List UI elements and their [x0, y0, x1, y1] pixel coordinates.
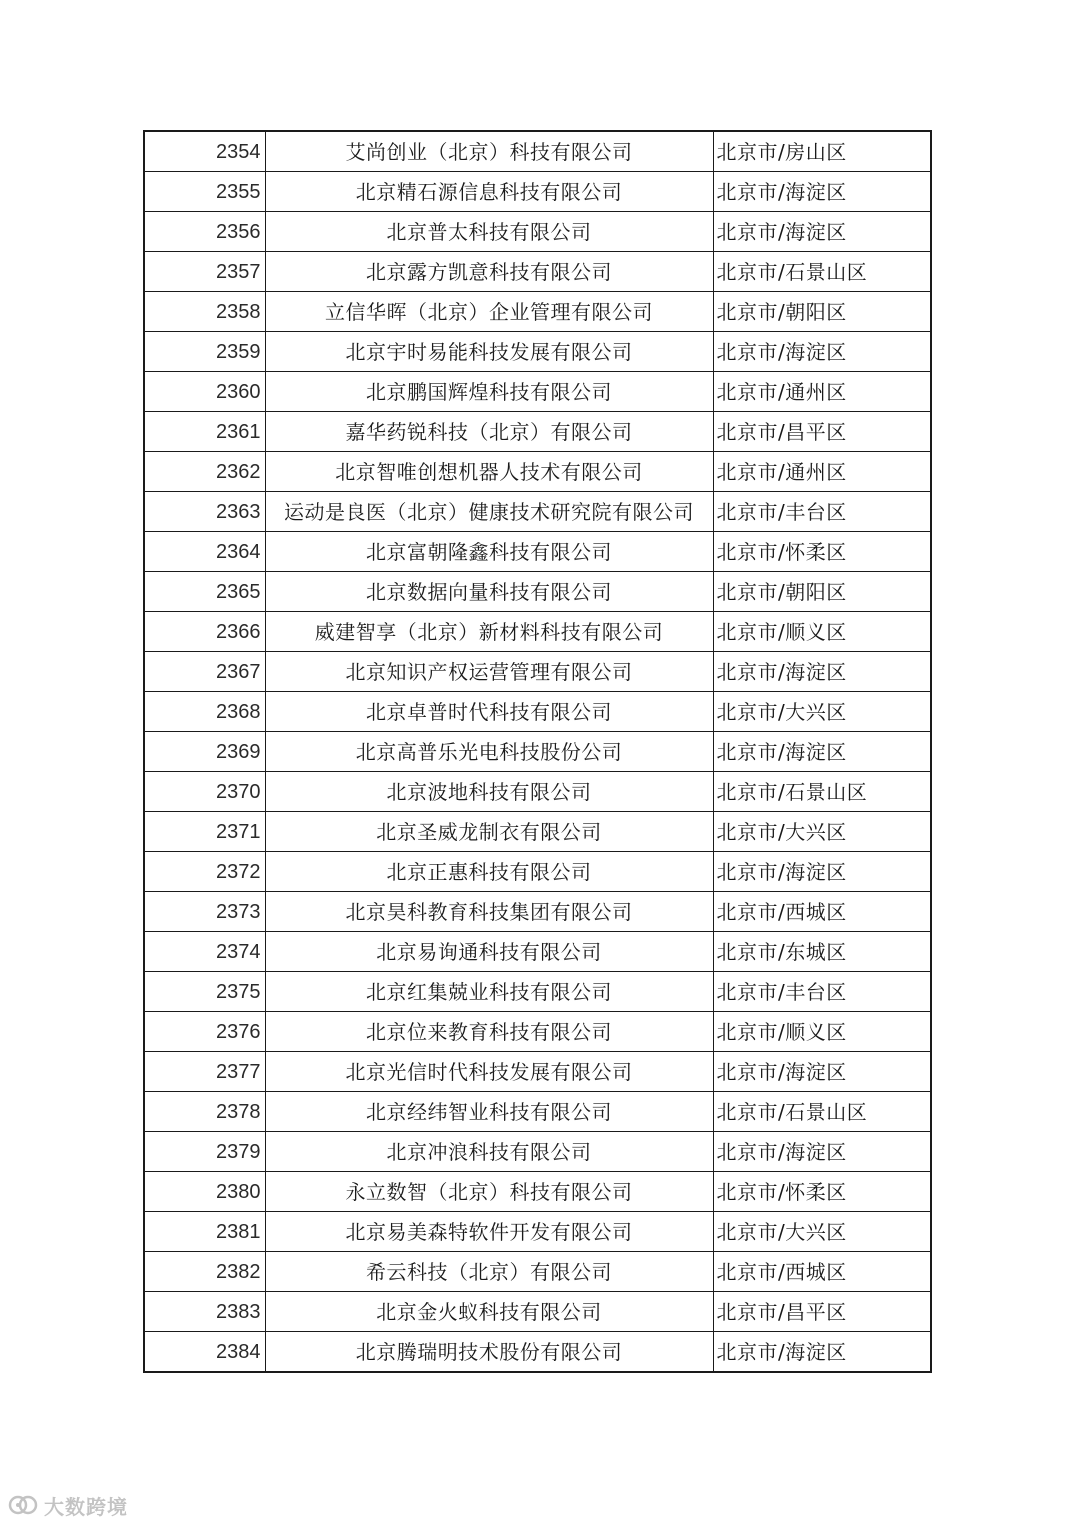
table-row: [144, 1092, 931, 1132]
region-cell: 北京市/西城区: [713, 892, 931, 932]
row-number-cell: 2370: [144, 772, 265, 812]
row-number-cell: 2360: [144, 372, 265, 412]
row-number-cell: 2371: [144, 812, 265, 852]
table-row: [144, 1252, 931, 1292]
region-cell: 北京市/大兴区: [713, 692, 931, 732]
region-cell: 北京市/大兴区: [713, 812, 931, 852]
row-number-cell: 2368: [144, 692, 265, 732]
region-cell: 北京市/东城区: [713, 932, 931, 972]
region-cell: 北京市/房山区: [713, 131, 931, 172]
table-row: [144, 852, 931, 892]
region-cell: 北京市/丰台区: [713, 972, 931, 1012]
region-cell: 北京市/石景山区: [713, 252, 931, 292]
region-cell: 北京市/顺义区: [713, 612, 931, 652]
row-number-cell: 2358: [144, 292, 265, 332]
row-number-cell: 2379: [144, 1132, 265, 1172]
company-name-cell: 立信华晖（北京）企业管理有限公司: [265, 292, 713, 332]
row-number-cell: 2375: [144, 972, 265, 1012]
company-name-cell: 北京金火蚁科技有限公司: [265, 1292, 713, 1332]
row-number-cell: 2365: [144, 572, 265, 612]
table-row: [144, 612, 931, 652]
company-name-cell: 嘉华药锐科技（北京）有限公司: [265, 412, 713, 452]
company-name-cell: 北京鹏国辉煌科技有限公司: [265, 372, 713, 412]
table-row: [144, 372, 931, 412]
table-row: [144, 1332, 931, 1373]
company-name-cell: 北京腾瑞明技术股份有限公司: [265, 1332, 713, 1373]
table-row: [144, 1172, 931, 1212]
company-name-cell: 北京红集兢业科技有限公司: [265, 972, 713, 1012]
row-number-cell: 2382: [144, 1252, 265, 1292]
region-cell: 北京市/朝阳区: [713, 572, 931, 612]
row-number-cell: 2354: [144, 131, 265, 172]
table-row: [144, 172, 931, 212]
table-row: [144, 972, 931, 1012]
table-row: [144, 1292, 931, 1332]
row-number-cell: 2356: [144, 212, 265, 252]
region-cell: 北京市/石景山区: [713, 772, 931, 812]
company-name-cell: 北京卓普时代科技有限公司: [265, 692, 713, 732]
company-name-cell: 北京圣威龙制衣有限公司: [265, 812, 713, 852]
row-number-cell: 2362: [144, 452, 265, 492]
table-row: [144, 1012, 931, 1052]
company-name-cell: 北京波地科技有限公司: [265, 772, 713, 812]
company-name-cell: 北京露方凯意科技有限公司: [265, 252, 713, 292]
watermark-text: 大数跨境: [44, 1494, 128, 1519]
region-cell: 北京市/海淀区: [713, 332, 931, 372]
table-row: [144, 212, 931, 252]
region-cell: 北京市/昌平区: [713, 412, 931, 452]
region-cell: 北京市/顺义区: [713, 1012, 931, 1052]
row-number-cell: 2373: [144, 892, 265, 932]
table-row: [144, 452, 931, 492]
company-name-cell: 希云科技（北京）有限公司: [265, 1252, 713, 1292]
row-number-cell: 2377: [144, 1052, 265, 1092]
table-row: [144, 1052, 931, 1092]
company-list-table: [143, 130, 932, 1373]
company-name-cell: 北京知识产权运营管理有限公司: [265, 652, 713, 692]
region-cell: 北京市/海淀区: [713, 652, 931, 692]
company-name-cell: 北京精石源信息科技有限公司: [265, 172, 713, 212]
row-number-cell: 2363: [144, 492, 265, 532]
table-row: [144, 772, 931, 812]
company-name-cell: 北京位来教育科技有限公司: [265, 1012, 713, 1052]
region-cell: 北京市/怀柔区: [713, 532, 931, 572]
region-cell: 北京市/海淀区: [713, 172, 931, 212]
row-number-cell: 2372: [144, 852, 265, 892]
table-row: [144, 412, 931, 452]
company-name-cell: 北京易询通科技有限公司: [265, 932, 713, 972]
region-cell: 北京市/海淀区: [713, 212, 931, 252]
company-name-cell: 北京数据向量科技有限公司: [265, 572, 713, 612]
table-row: [144, 812, 931, 852]
region-cell: 北京市/丰台区: [713, 492, 931, 532]
table-row: [144, 252, 931, 292]
row-number-cell: 2376: [144, 1012, 265, 1052]
row-number-cell: 2380: [144, 1172, 265, 1212]
row-number-cell: 2357: [144, 252, 265, 292]
table-row: [144, 532, 931, 572]
table-row: [144, 932, 931, 972]
table-row: [144, 732, 931, 772]
company-name-cell: 北京光信时代科技发展有限公司: [265, 1052, 713, 1092]
table-row: [144, 1132, 931, 1172]
region-cell: 北京市/海淀区: [713, 732, 931, 772]
row-number-cell: 2366: [144, 612, 265, 652]
region-cell: 北京市/通州区: [713, 452, 931, 492]
company-name-cell: 永立数智（北京）科技有限公司: [265, 1172, 713, 1212]
row-number-cell: 2381: [144, 1212, 265, 1252]
table-row: [144, 292, 931, 332]
region-cell: 北京市/昌平区: [713, 1292, 931, 1332]
company-name-cell: 北京正惠科技有限公司: [265, 852, 713, 892]
row-number-cell: 2384: [144, 1332, 265, 1373]
row-number-cell: 2367: [144, 652, 265, 692]
row-number-cell: 2364: [144, 532, 265, 572]
table-row: [144, 492, 931, 532]
region-cell: 北京市/西城区: [713, 1252, 931, 1292]
company-name-cell: 北京冲浪科技有限公司: [265, 1132, 713, 1172]
company-name-cell: 运动是良医（北京）健康技术研究院有限公司: [265, 492, 713, 532]
row-number-cell: 2374: [144, 932, 265, 972]
region-cell: 北京市/海淀区: [713, 1132, 931, 1172]
table-row: [144, 692, 931, 732]
company-name-cell: 北京富朝隆鑫科技有限公司: [265, 532, 713, 572]
row-number-cell: 2361: [144, 412, 265, 452]
company-name-cell: 北京经纬智业科技有限公司: [265, 1092, 713, 1132]
brand-logo-icon: [8, 1493, 38, 1517]
row-number-cell: 2359: [144, 332, 265, 372]
region-cell: 北京市/大兴区: [713, 1212, 931, 1252]
company-name-cell: 北京智唯创想机器人技术有限公司: [265, 452, 713, 492]
company-name-cell: 北京高普乐光电科技股份公司: [265, 732, 713, 772]
region-cell: 北京市/怀柔区: [713, 1172, 931, 1212]
company-name-cell: 北京易美森特软件开发有限公司: [265, 1212, 713, 1252]
watermark: [8, 1490, 128, 1520]
table-row: [144, 652, 931, 692]
region-cell: 北京市/海淀区: [713, 1332, 931, 1373]
row-number-cell: 2355: [144, 172, 265, 212]
region-cell: 北京市/通州区: [713, 372, 931, 412]
row-number-cell: 2383: [144, 1292, 265, 1332]
company-name-cell: 北京宇时易能科技发展有限公司: [265, 332, 713, 372]
company-name-cell: 威建智享（北京）新材料科技有限公司: [265, 612, 713, 652]
row-number-cell: 2369: [144, 732, 265, 772]
table-row: [144, 332, 931, 372]
table-body: [144, 131, 931, 1372]
table-row: [144, 892, 931, 932]
region-cell: 北京市/朝阳区: [713, 292, 931, 332]
company-name-cell: 艾尚创业（北京）科技有限公司: [265, 131, 713, 172]
row-number-cell: 2378: [144, 1092, 265, 1132]
company-name-cell: 北京昊科教育科技集团有限公司: [265, 892, 713, 932]
table-row: [144, 1212, 931, 1252]
region-cell: 北京市/石景山区: [713, 1092, 931, 1132]
table-row: [144, 572, 931, 612]
company-name-cell: 北京普太科技有限公司: [265, 212, 713, 252]
region-cell: 北京市/海淀区: [713, 1052, 931, 1092]
table-row: [144, 131, 931, 172]
region-cell: 北京市/海淀区: [713, 852, 931, 892]
